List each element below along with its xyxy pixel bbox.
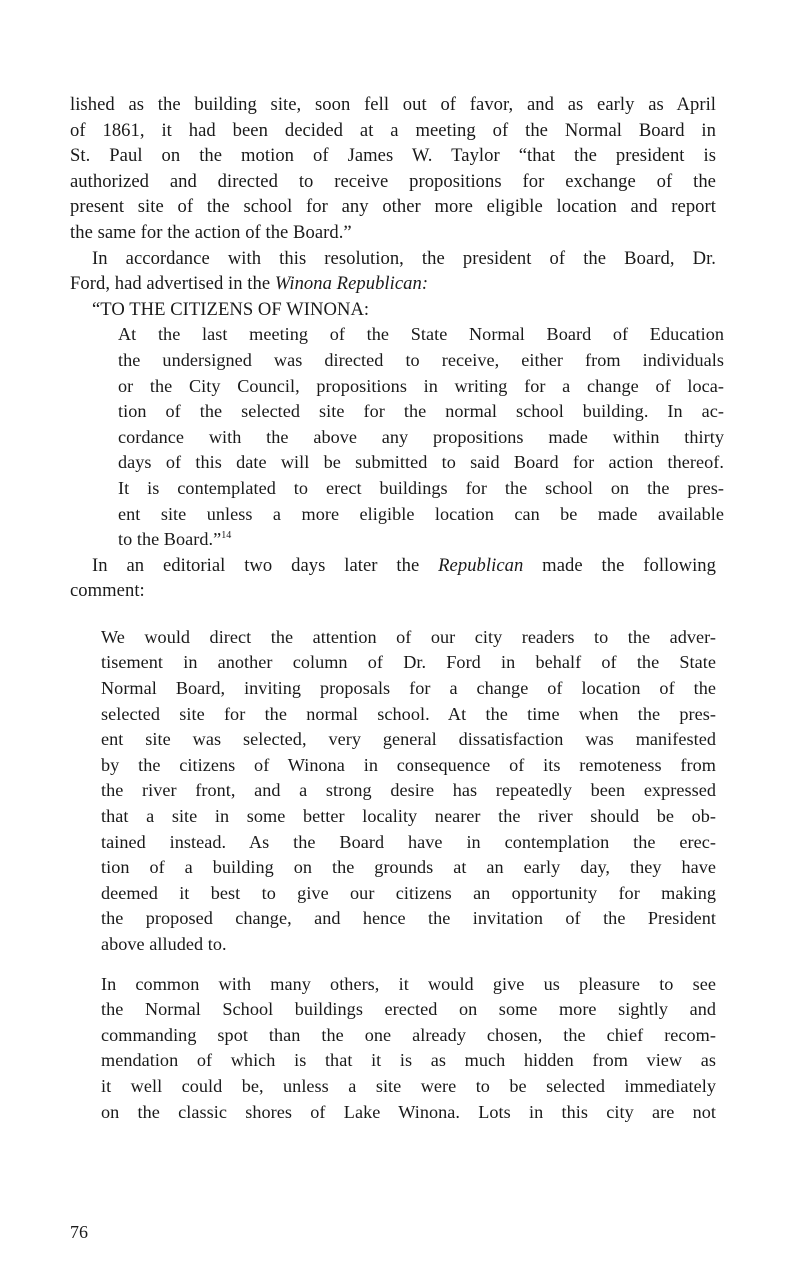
text-fragment: to the Board.”: [118, 529, 222, 550]
text-line: or the City Council, propositions in writing for a change of loca-: [118, 375, 724, 396]
text-line: the same for the action of the Board.”: [70, 221, 352, 243]
page-number: 76: [70, 1222, 88, 1242]
text-line: ent site was selected, very general dissatisfaction was manifested: [101, 729, 716, 750]
newspaper-title: Republican: [438, 554, 524, 576]
newspaper-title: Winona Republican:: [274, 273, 429, 295]
editorial-quote-1: [101, 625, 716, 958]
text-line: days of this date will be submitted to said Board for action thereof.: [118, 452, 724, 473]
text-line: the river front, and a strong desire has repeatedly been expressed: [101, 780, 716, 801]
text-line: on the classic shores of Lake Winona. Lots in this city are not: [101, 1101, 716, 1122]
text-line: ent site unless a more eligible location can be made available: [118, 503, 724, 524]
text-line: above alluded to.: [101, 934, 227, 954]
text-line: St. Paul on the motion of James W. Taylor “that the president is: [70, 145, 716, 167]
text-line: deemed it best to give our citizens an opportunity for making: [101, 882, 716, 903]
text-line: it well could be, unless a site were to be selected immediately: [101, 1075, 716, 1096]
text-line: that a site in some better locality nearer the river should be ob-: [101, 806, 716, 827]
text-line: At the last meeting of the State Normal Board of Education: [118, 324, 724, 345]
text-line: tion of the selected site for the normal school building. In ac-: [118, 401, 724, 422]
text-line: In common with many others, it would give us pleasure to see: [101, 973, 716, 994]
spacer: [70, 604, 716, 625]
text-line: tion of a building on the grounds at an early day, they have: [101, 857, 716, 878]
text-line: tained instead. As the Board have in contemplation the erec-: [101, 831, 716, 852]
text-line: selected site for the normal school. At the time when the pres-: [101, 703, 716, 724]
paragraph-2: [70, 246, 716, 297]
text-line: authorized and directed to receive propositions for exchange of the: [70, 170, 716, 192]
advertisement-quote: [118, 322, 724, 552]
text-line: [70, 553, 716, 579]
text-line: cordance with the above any propositions made within thirty: [118, 426, 724, 447]
paragraph-1: [70, 92, 716, 246]
ad-heading: “TO THE CITIZENS OF WINONA:: [92, 298, 370, 320]
text-line: commanding spot than the one already chosen, the chief recom-: [101, 1024, 716, 1045]
text-line: the undersigned was directed to receive, either from individuals: [118, 349, 724, 370]
text-line: comment:: [70, 580, 145, 602]
text-line: of 1861, it had been decided at a meeting of the Normal Board in: [70, 119, 716, 141]
text-line: It is contemplated to erect buildings for the school on the pres-: [118, 477, 724, 498]
text-line: mendation of which is that it is as much hidden from view as: [101, 1050, 716, 1071]
text-line: the Normal School buildings erected on some more sightly and: [101, 999, 716, 1020]
footnote-marker: 14: [221, 530, 232, 542]
text-line: tisement in another column of Dr. Ford in behalf of the State: [101, 652, 716, 673]
text-line: lished as the building site, soon fell out of favor, and as early as April: [70, 94, 716, 115]
text-line: present site of the school for any other more eligible location and report: [70, 196, 716, 218]
text-line: In accordance with this resolution, the president of the Board, Dr.: [92, 247, 716, 269]
paragraph-3: [70, 553, 716, 604]
text-line: Normal Board, inviting proposals for a change of location of the: [101, 678, 716, 699]
text-line: the proposed change, and hence the invitation of the President: [101, 908, 716, 929]
text-line: We would direct the attention of our city readers to the adver-: [101, 626, 716, 647]
text-line: by the citizens of Winona in consequence of its remoteness from: [101, 754, 716, 775]
editorial-quote-2: [101, 972, 716, 1126]
text-fragment: Ford, had advertised in the: [70, 273, 275, 295]
text-line: [118, 527, 724, 553]
text-line: [70, 271, 716, 297]
spacer: [70, 958, 716, 972]
text-fragment: made the following: [523, 554, 716, 576]
text-fragment: In an editorial two days later the: [92, 554, 439, 576]
page-body: [70, 92, 724, 1125]
